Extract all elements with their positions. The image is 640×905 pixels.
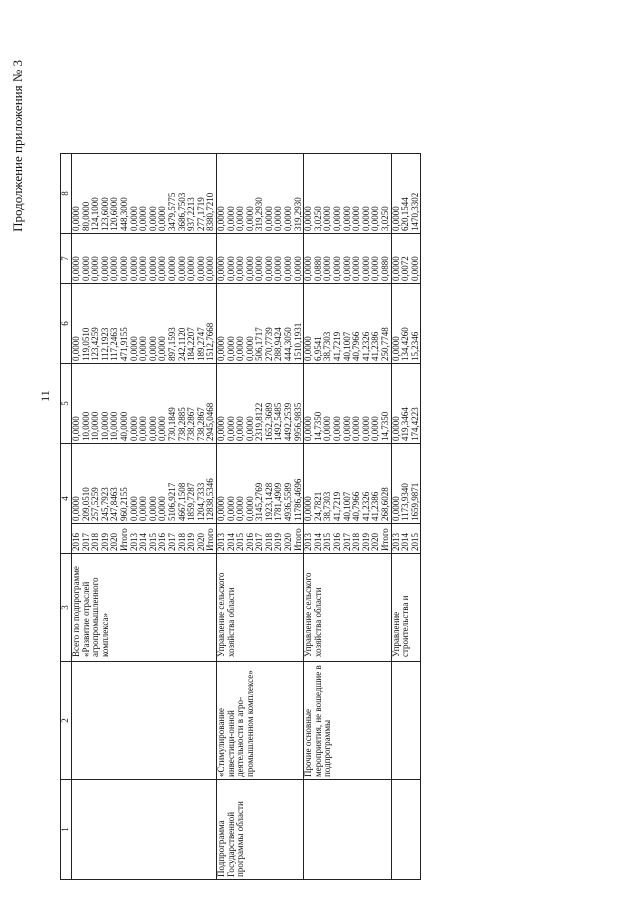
row-c5: 0,0000 14,7350 0,0000 0,0000 0,0000 0,0000 0,0000 0,0000 14,7350 — [304, 364, 391, 444]
row-c7: 0,0000 0,0072 0,0000 — [391, 234, 421, 284]
row-c8: 0,0000 620,1544 1470,3302 — [391, 154, 421, 234]
row-c7: 0,0000 0,0000 0,0000 0,0000 0,0000 0,0000 0,0000 0,0000 0,0000 — [216, 234, 303, 284]
row-c6: 0,0000 119,0510 123,4259 112,1923 117,2463 471,9155 0,0000 0,0000 0,0000 0,0000 897,1593 242,1120 184,2207 189,2747 1512,7668 — [72, 284, 217, 364]
row-c5: 0,0000 0,0000 0,0000 0,0000 2319,8122 1652,3689 1492,5485 4492,2539 9956,9835 — [216, 364, 303, 444]
row-years: 2013 2014 2015 2016 2017 2018 2019 2020 Итого — [304, 524, 391, 554]
row-c4: 0,0000 0,0000 0,0000 0,0000 3145,2769 1923,1428 1781,4909 4936,5589 11786,4696 — [216, 444, 303, 524]
caption: Продолжение приложения № 3 — [10, 60, 25, 232]
row-c5: 0,0000 10,0000 10,0000 10,0000 10,0000 40,0000 0,0000 0,0000 0,0000 0,0000 730,1849 738,2885 738,2867 738,2867 2945,0468 — [72, 364, 217, 444]
row-c7: 0,0000 0,0000 0,0000 0,0000 0,0000 0,0000 0,0000 0,0000 0,0000 0,0000 0,0000 0,0000 0,0000 0,0000 0,0000 — [72, 234, 217, 284]
row-c2 — [72, 662, 217, 780]
row-c1 — [72, 780, 217, 880]
rotated-page — [10, 60, 565, 880]
row-years: 2013 2014 2015 — [391, 524, 421, 554]
budget-table — [60, 153, 421, 880]
row-c4: 0,0000 1173,9340 1659,9871 — [391, 444, 421, 524]
table-row — [72, 154, 217, 880]
row-c4: 0,0000 24,7821 38,7303 41,7219 40,1007 40,7966 41,2326 41,2386 268,6028 — [304, 444, 391, 524]
row-c5: 0,0000 419,3464 174,4223 — [391, 364, 421, 444]
col-header-3: 3 — [61, 554, 72, 662]
col-header-6: 6 — [61, 284, 72, 364]
row-c8: 0,0000 0,0000 0,0000 0,0000 319,2930 0,0000 0,0000 0,0000 319,2930 — [216, 154, 303, 234]
row-c8: 0,0000 80,0000 124,1000 123,6000 120,6000 448,3000 0,0000 0,0000 0,0000 0,0000 3479,5775 3686,7503 937,2213 277,1719 8380,7210 — [72, 154, 217, 234]
col-header-5: 5 — [61, 364, 72, 444]
row-c3: Всего по подпрограмме «Развитие отраслей агропромышленного комплекса» — [72, 554, 217, 662]
row-c2: «Стимулирование инвестици-онной деятельности в агро-промышленном комплексе» — [216, 662, 303, 780]
table-row — [391, 154, 421, 880]
row-c3: Управление сельского хозяйства области — [216, 554, 303, 662]
col-header-2: 2 — [61, 662, 72, 780]
row-c2: Прочие основные мероприятия, не вошедшие в подпрограммы — [304, 662, 391, 780]
row-c1 — [304, 780, 391, 880]
row-c3: Управление сельского хозяйства области — [304, 554, 391, 662]
row-c2 — [391, 662, 421, 780]
col-header-7: 7 — [61, 234, 72, 284]
row-years: 2016 2017 2018 2019 2020 Итого 2013 2014 2015 2016 2017 2018 2019 2020 Итого — [72, 524, 217, 554]
table-row — [304, 154, 391, 880]
row-c8: 0,0000 3,0250 0,0000 0,0000 0,0000 0,0000 0,0000 0,0000 3,0250 — [304, 154, 391, 234]
col-header-1: 1 — [61, 780, 72, 880]
row-c6: 0,0000 134,4260 15,2346 — [391, 284, 421, 364]
col-header-4: 4 — [61, 444, 72, 554]
row-c4: 0,0000 209,0510 257,5259 245,7923 247,8463 960,2155 0,0000 0,0000 0,0000 0,0000 5106,9217 4667,1508 1859,7287 1204,7333 12838,5346 — [72, 444, 217, 524]
page-number: 11 — [38, 390, 52, 402]
row-years: 2013 2014 2015 2016 2017 2018 2019 2020 Итого — [216, 524, 303, 554]
header-row — [61, 154, 72, 880]
table-row — [216, 154, 303, 880]
row-c7: 0,0000 0,0880 0,0000 0,0000 0,0000 0,0000 0,0000 0,0000 0,0880 — [304, 234, 391, 284]
row-c3: Управление строительства и — [391, 554, 421, 662]
row-c1 — [391, 780, 421, 880]
row-c6: 0,0000 0,0000 0,0000 0,0000 506,1717 270,7739 288,9424 444,3050 1510,1931 — [216, 284, 303, 364]
col-header-8: 8 — [61, 154, 72, 234]
row-c1: Подпрограмма Государственной программы области — [216, 780, 303, 880]
row-c6: 0,0000 6,9541 38,7303 41,7219 40,1007 40,7966 41,2326 41,2386 250,7748 — [304, 284, 391, 364]
